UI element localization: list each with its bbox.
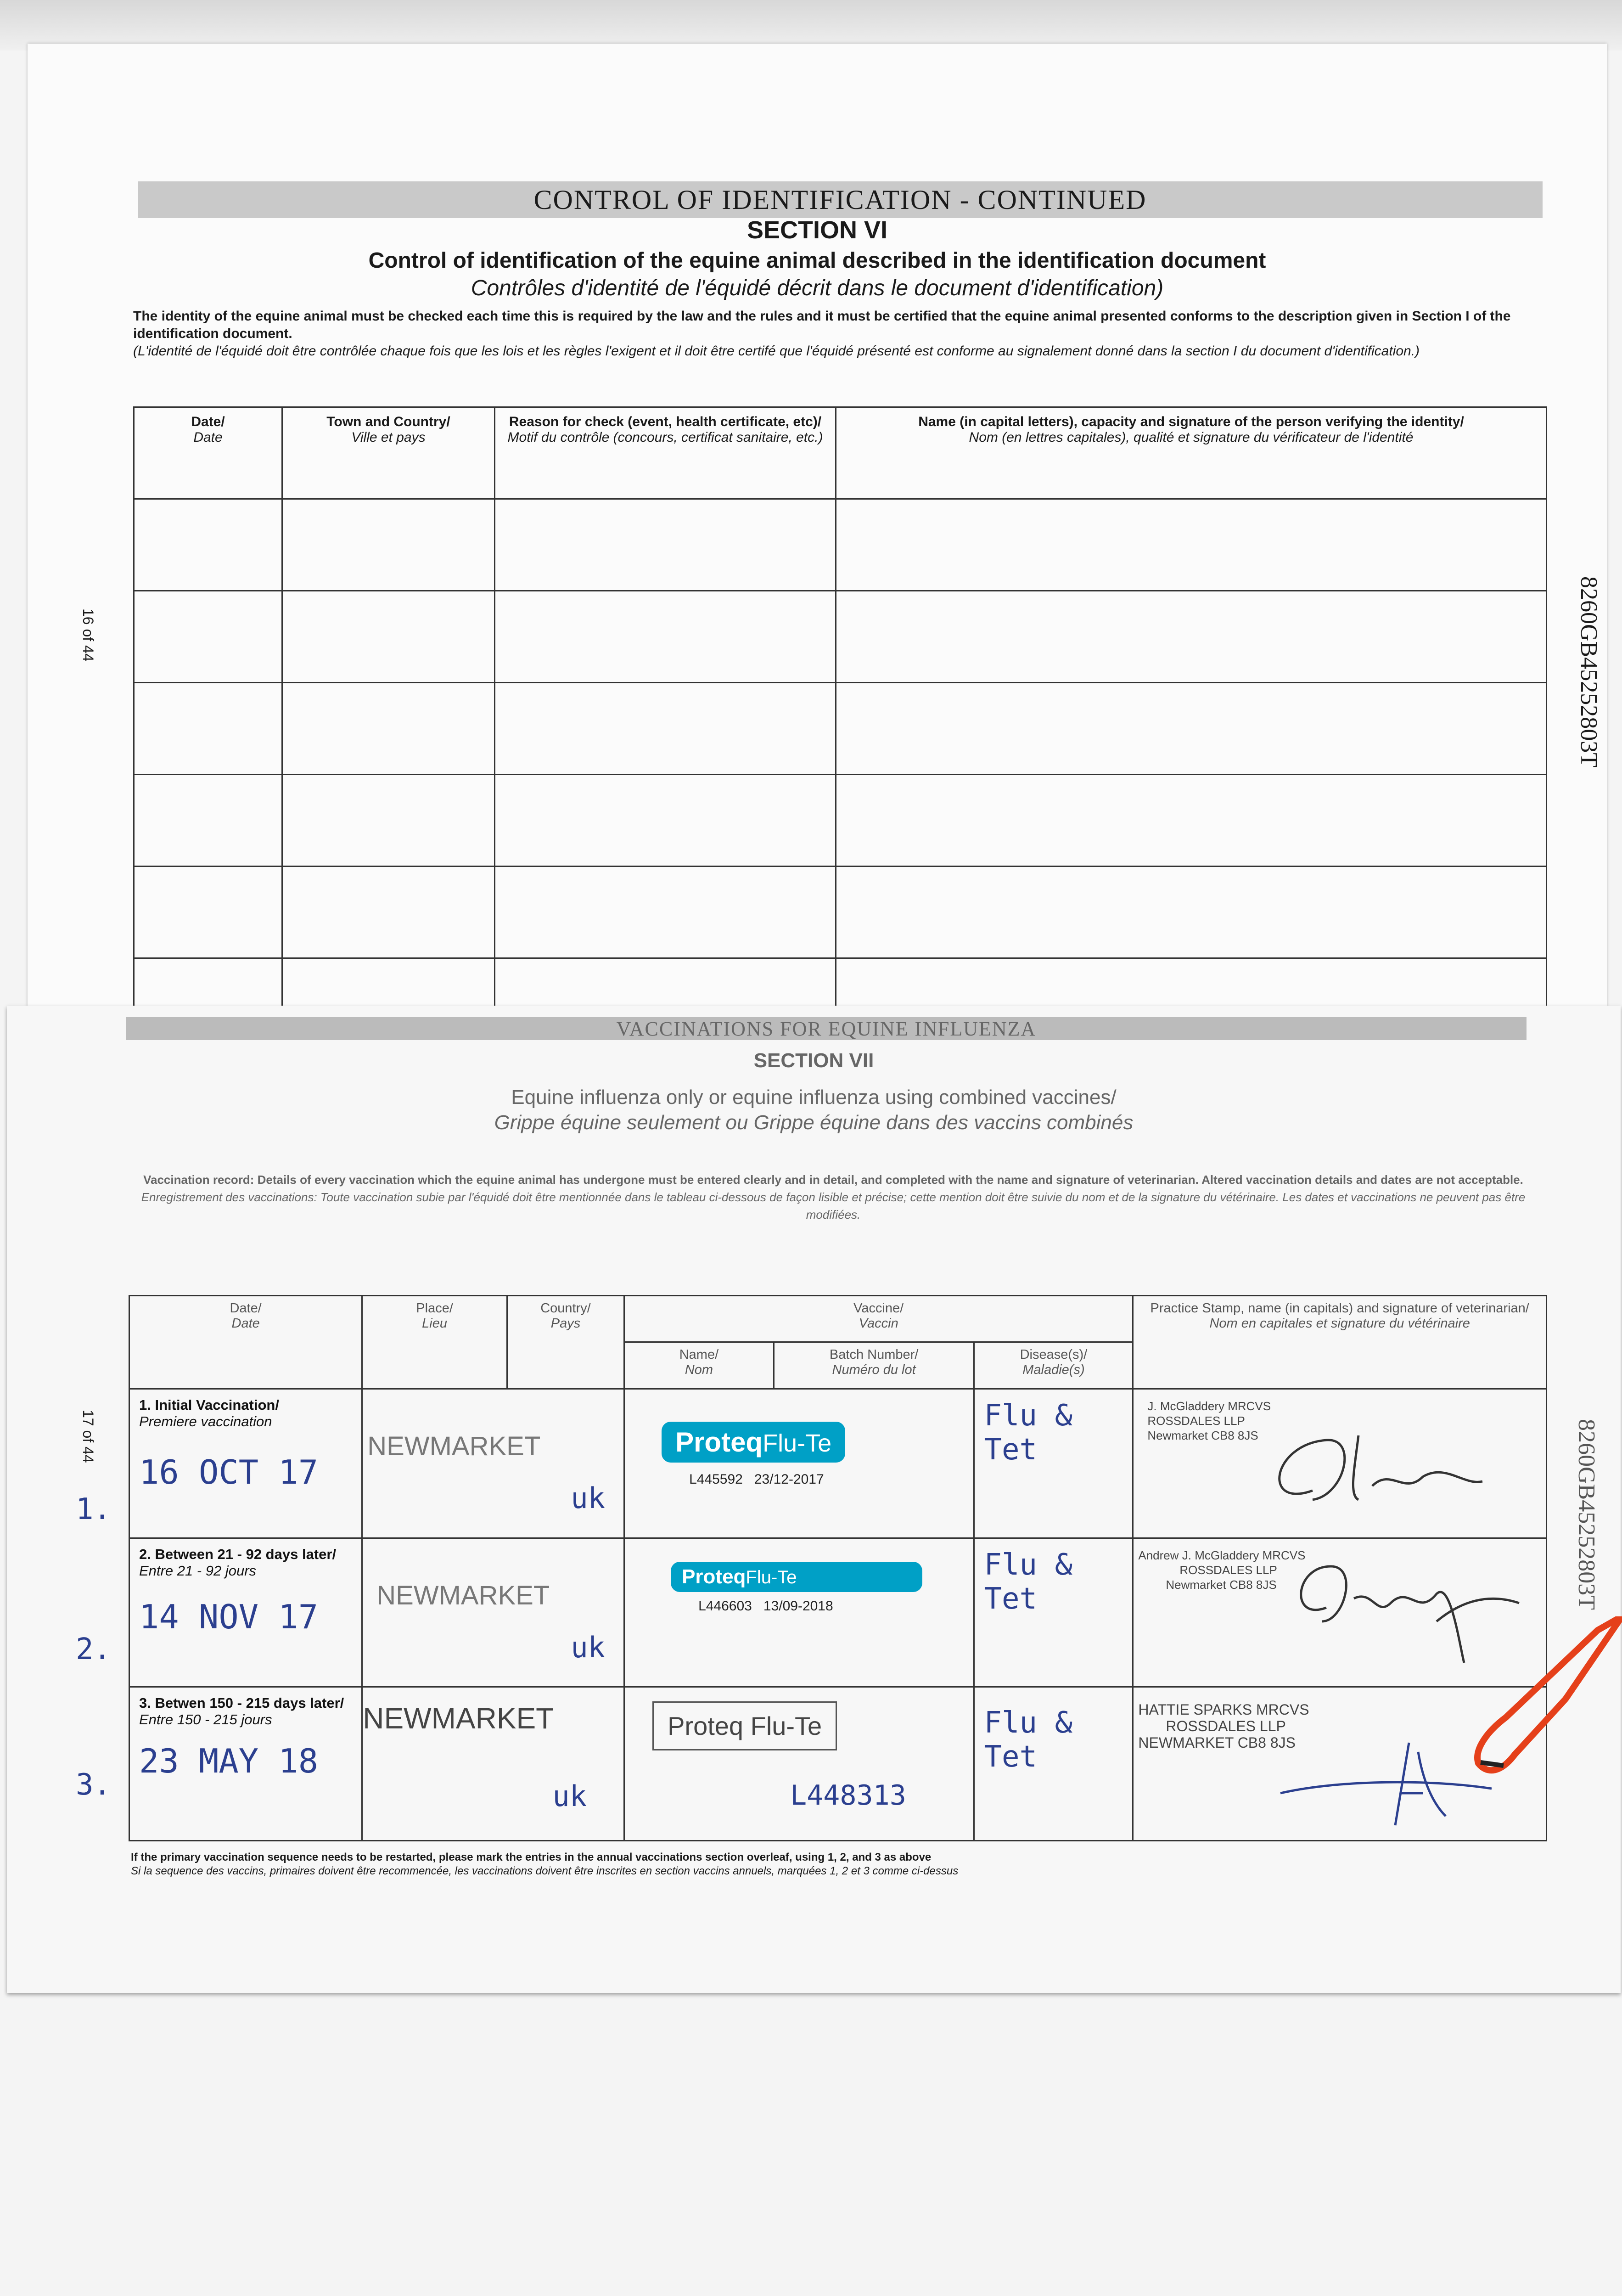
row-label: 1. Initial Vaccination/ Premiere vaccination 16 OCT 17	[129, 1389, 362, 1538]
col-place: Place/ Lieu	[362, 1296, 507, 1389]
lot-number: L448313	[790, 1779, 906, 1812]
vaccination-date: 23 MAY 18	[139, 1742, 319, 1781]
row-label: 3. Betwen 150 - 215 days later/ Entre 150 - 215 jours 23 MAY 18	[129, 1687, 362, 1841]
col-vaccine: Vaccine/ Vaccin	[624, 1296, 1133, 1342]
intro-en: The identity of the equine animal must be checked each time this is required by the law and the rules and it must be certified that the equine animal presented conforms to the description given in Section I of the identification document.	[133, 309, 1511, 341]
footer-fr: Si la sequence des vaccins, primaires doivent être recommencée, les vaccinations doivent être inscrites en section vaccins annuels, marquées 1, 2 et 3 comme ci-dessus	[131, 1865, 959, 1877]
margin-number-3: 3.	[76, 1768, 112, 1802]
intro-fr: (L'identité de l'équidé doit être contrôlée chaque fois que les lois et les règles l'exigent et il doit être certifé que l'équidé présenté est conforme au signalement donné dans la section I du document d'identification.)	[133, 343, 1420, 359]
practice-stamp: J. McGladdery MRCVS ROSSDALES LLP Newmarket CB8 8JS	[1133, 1389, 1547, 1538]
col-batch: Batch Number/ Numéro du lot	[774, 1342, 974, 1389]
banner-text: CONTROL OF IDENTIFICATION - CONTINUED	[533, 184, 1147, 215]
table-header-row	[134, 407, 1547, 499]
col-practice: Practice Stamp, name (in capitals) and signature of veterinarian/ Nom en capitales et signature du vétérinaire	[1133, 1296, 1547, 1389]
col-reason: Reason for check (event, health certificate, etc)/ Motif du contrôle (concours, certificat sanitaire, etc.)	[495, 407, 836, 499]
page-number: 16 of 44	[80, 608, 96, 662]
margin-number-1: 1.	[76, 1492, 112, 1526]
intro-text	[133, 308, 1547, 360]
vaccine-label-cell	[624, 1389, 974, 1538]
heading-en: Equine influenza only or equine influenza using combined vaccines/	[511, 1086, 1117, 1109]
footer-en: If the primary vaccination sequence needs to be restarted, please mark the entries in the annual vaccinations section overleaf, using 1, 2, and 3 as above	[131, 1851, 932, 1863]
heading-fr: Contrôles d'identité de l'équidé décrit dans le document d'identification)	[471, 276, 1164, 300]
section-banner	[138, 181, 1543, 218]
footer-note	[131, 1851, 1545, 1878]
section-banner	[126, 1017, 1527, 1040]
col-verifier: Name (in capital letters), capacity and signature of the person verifying the identity/ Nom (en lettres capitales), qualité et signature du vérificateur de l'identité	[836, 407, 1547, 499]
intro-en: Vaccination record: Details of every vaccination which the equine animal has undergone must be entered clearly and in detail, and completed with the name and signature of veterinarian. Altered vaccination details and dates are not acceptable.	[143, 1173, 1523, 1187]
document-id: 8260GB45252803T	[1573, 1419, 1600, 1610]
identity-check-table	[133, 406, 1547, 1014]
country: uk	[571, 1630, 606, 1664]
table-row	[129, 1538, 1547, 1687]
vaccination-table	[129, 1295, 1547, 1841]
page-number: 17 of 44	[80, 1410, 96, 1463]
col-town: Town and Country/ Ville et pays	[282, 407, 495, 499]
signature	[1207, 1417, 1510, 1518]
country: uk	[571, 1481, 606, 1515]
disease: Flu & Tet	[974, 1538, 1133, 1687]
vaccine-label-cell	[624, 1687, 974, 1841]
vaccine-label-cell	[624, 1538, 974, 1687]
col-vaccine-name: Name/ Nom	[624, 1342, 774, 1389]
vaccine-sticker: ProteqFlu-Te	[671, 1562, 922, 1592]
disease: Flu & Tet	[974, 1389, 1133, 1538]
place-stamp: NEWMARKET	[367, 1431, 541, 1461]
table-header-row	[129, 1296, 1547, 1342]
vaccination-date: 16 OCT 17	[139, 1452, 319, 1491]
col-date: Date/ Date	[129, 1296, 362, 1389]
document-id: 8260GB45252803T	[1576, 576, 1602, 767]
table-row	[129, 1687, 1547, 1841]
lot-expiry: L445592 23/12-2017	[689, 1471, 824, 1487]
col-country: Country/ Pays	[507, 1296, 624, 1389]
table-row	[129, 1389, 1547, 1538]
practice-stamp: Andrew J. McGladdery MRCVS ROSSDALES LLP Newmarket CB8 8JS	[1133, 1538, 1547, 1687]
table-row	[134, 958, 1547, 1013]
place-stamp: NEWMARKET	[363, 1702, 554, 1735]
page-16	[28, 44, 1607, 1026]
country: uk	[552, 1779, 587, 1813]
table-row	[134, 775, 1547, 867]
intro-fr: Enregistrement des vaccinations: Toute vaccination subie par l'équidé doit être mentionnée dans le tableau ci-dessous de façon lisible et précise; cette mention doit être suivie du nom et de la signature du vétérinaire. Les dates et vaccinations ne peuvent pas être modifiées.	[141, 1190, 1526, 1221]
lot-expiry: L446603 13/09-2018	[698, 1598, 833, 1614]
pen-tip	[1460, 1616, 1622, 1791]
place-country-cell	[362, 1687, 624, 1841]
scan-edge	[0, 0, 1622, 51]
heading-fr: Grippe équine seulement ou Grippe équine dans des vaccins combinés	[494, 1111, 1134, 1134]
col-disease: Disease(s)/ Maladie(s)	[974, 1342, 1133, 1389]
table-row	[134, 683, 1547, 775]
place-country-cell	[362, 1538, 624, 1687]
practice-stamp: HATTIE SPARKS MRCVS ROSSDALES LLP NEWMARKET CB8 8JS	[1133, 1687, 1547, 1841]
row-label: 2. Between 21 - 92 days later/ Entre 21 - 92 jours 14 NOV 17	[129, 1538, 362, 1687]
table-row	[134, 867, 1547, 958]
intro-text	[135, 1171, 1531, 1223]
vaccine-sticker: ProteqFlu-Te	[662, 1422, 845, 1463]
section-title: SECTION VI	[746, 216, 888, 244]
table-row	[134, 499, 1547, 591]
page-17	[7, 1006, 1621, 1993]
vaccination-date: 14 NOV 17	[139, 1597, 319, 1636]
place-country-cell	[362, 1389, 624, 1538]
table-row	[134, 591, 1547, 683]
vaccine-stamp: Proteq Flu-Te	[652, 1701, 837, 1750]
disease: Flu & Tet	[974, 1687, 1133, 1841]
place-stamp: NEWMARKET	[376, 1580, 550, 1610]
col-date: Date/ Date	[134, 407, 282, 499]
banner-text: VACCINATIONS FOR EQUINE INFLUENZA	[616, 1017, 1037, 1040]
margin-number-2: 2.	[76, 1632, 112, 1666]
heading-en: Control of identification of the equine animal described in the identification document	[368, 248, 1266, 273]
section-title: SECTION VII	[753, 1049, 874, 1072]
